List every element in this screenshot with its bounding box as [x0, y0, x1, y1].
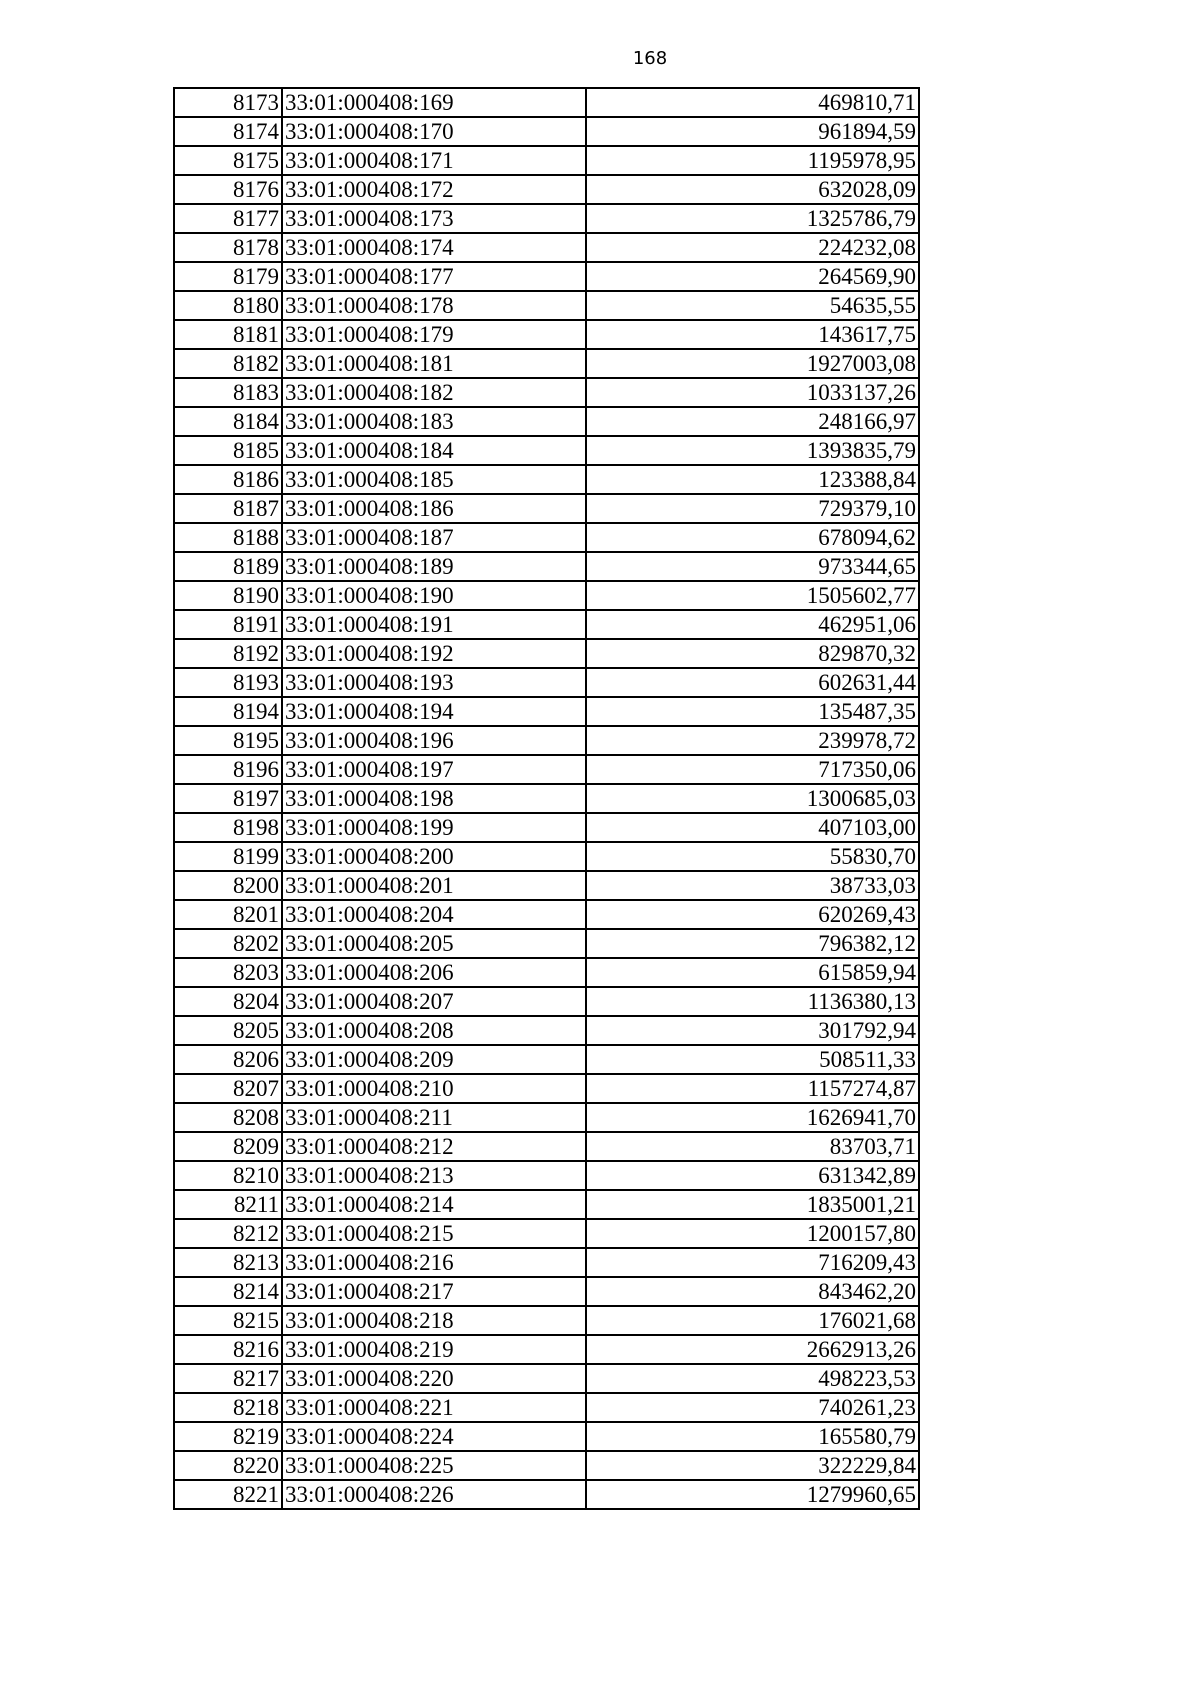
row-number-cell: 8179	[174, 262, 282, 291]
cadastral-number-cell: 33:01:000408:214	[282, 1190, 586, 1219]
value-cell: 54635,55	[586, 291, 919, 320]
value-cell: 248166,97	[586, 407, 919, 436]
value-cell: 301792,94	[586, 1016, 919, 1045]
row-number-cell: 8219	[174, 1422, 282, 1451]
row-number-cell: 8183	[174, 378, 282, 407]
cadastral-number-cell: 33:01:000408:207	[282, 987, 586, 1016]
row-number-cell: 8174	[174, 117, 282, 146]
row-number-cell: 8199	[174, 842, 282, 871]
cadastral-number-cell: 33:01:000408:221	[282, 1393, 586, 1422]
cadastral-number-cell: 33:01:000408:183	[282, 407, 586, 436]
cadastral-number-cell: 33:01:000408:182	[282, 378, 586, 407]
cadastral-number-cell: 33:01:000408:187	[282, 523, 586, 552]
table-row	[174, 1277, 919, 1306]
row-number-cell: 8221	[174, 1480, 282, 1509]
value-cell: 620269,43	[586, 900, 919, 929]
cadastral-number-cell: 33:01:000408:185	[282, 465, 586, 494]
cadastral-number-cell: 33:01:000408:178	[282, 291, 586, 320]
table-row	[174, 1393, 919, 1422]
value-cell: 1393835,79	[586, 436, 919, 465]
cadastral-number-cell: 33:01:000408:171	[282, 146, 586, 175]
row-number-cell: 8208	[174, 1103, 282, 1132]
row-number-cell: 8202	[174, 929, 282, 958]
table-row	[174, 233, 919, 262]
cadastral-number-cell: 33:01:000408:212	[282, 1132, 586, 1161]
value-cell: 729379,10	[586, 494, 919, 523]
row-number-cell: 8200	[174, 871, 282, 900]
table-row	[174, 436, 919, 465]
cadastral-number-cell: 33:01:000408:204	[282, 900, 586, 929]
value-cell: 239978,72	[586, 726, 919, 755]
cadastral-number-cell: 33:01:000408:198	[282, 784, 586, 813]
row-number-cell: 8207	[174, 1074, 282, 1103]
value-cell: 1195978,95	[586, 146, 919, 175]
value-cell: 123388,84	[586, 465, 919, 494]
value-cell: 973344,65	[586, 552, 919, 581]
cadastral-number-cell: 33:01:000408:213	[282, 1161, 586, 1190]
value-cell: 462951,06	[586, 610, 919, 639]
table-row	[174, 1480, 919, 1509]
table-row	[174, 581, 919, 610]
cadastral-number-cell: 33:01:000408:218	[282, 1306, 586, 1335]
row-number-cell: 8186	[174, 465, 282, 494]
value-cell: 224232,08	[586, 233, 919, 262]
row-number-cell: 8196	[174, 755, 282, 784]
row-number-cell: 8201	[174, 900, 282, 929]
table-row	[174, 929, 919, 958]
value-cell: 176021,68	[586, 1306, 919, 1335]
value-cell: 1835001,21	[586, 1190, 919, 1219]
cadastral-number-cell: 33:01:000408:196	[282, 726, 586, 755]
row-number-cell: 8218	[174, 1393, 282, 1422]
value-cell: 602631,44	[586, 668, 919, 697]
value-cell: 83703,71	[586, 1132, 919, 1161]
value-cell: 143617,75	[586, 320, 919, 349]
table-row	[174, 378, 919, 407]
table-row	[174, 1161, 919, 1190]
row-number-cell: 8198	[174, 813, 282, 842]
table-row	[174, 1103, 919, 1132]
row-number-cell: 8197	[174, 784, 282, 813]
table-row	[174, 117, 919, 146]
cadastral-number-cell: 33:01:000408:220	[282, 1364, 586, 1393]
cadastral-number-cell: 33:01:000408:172	[282, 175, 586, 204]
value-cell: 165580,79	[586, 1422, 919, 1451]
table-row	[174, 552, 919, 581]
cadastral-number-cell: 33:01:000408:224	[282, 1422, 586, 1451]
row-number-cell: 8215	[174, 1306, 282, 1335]
cadastral-number-cell: 33:01:000408:179	[282, 320, 586, 349]
cadastral-number-cell: 33:01:000408:189	[282, 552, 586, 581]
value-cell: 843462,20	[586, 1277, 919, 1306]
cadastral-number-cell: 33:01:000408:219	[282, 1335, 586, 1364]
cadastral-number-cell: 33:01:000408:177	[282, 262, 586, 291]
cadastral-number-cell: 33:01:000408:192	[282, 639, 586, 668]
row-number-cell: 8217	[174, 1364, 282, 1393]
row-number-cell: 8180	[174, 291, 282, 320]
table-row	[174, 610, 919, 639]
row-number-cell: 8206	[174, 1045, 282, 1074]
value-cell: 1279960,65	[586, 1480, 919, 1509]
table-row	[174, 1306, 919, 1335]
value-cell: 632028,09	[586, 175, 919, 204]
value-cell: 716209,43	[586, 1248, 919, 1277]
table-row	[174, 726, 919, 755]
cadastral-number-cell: 33:01:000408:173	[282, 204, 586, 233]
table-row	[174, 1219, 919, 1248]
row-number-cell: 8182	[174, 349, 282, 378]
cadastral-number-cell: 33:01:000408:206	[282, 958, 586, 987]
table-row	[174, 842, 919, 871]
cadastral-number-cell: 33:01:000408:186	[282, 494, 586, 523]
row-number-cell: 8190	[174, 581, 282, 610]
table-row	[174, 1451, 919, 1480]
cadastral-number-cell: 33:01:000408:197	[282, 755, 586, 784]
registry-table-body	[174, 88, 919, 1509]
value-cell: 38733,03	[586, 871, 919, 900]
cadastral-number-cell: 33:01:000408:217	[282, 1277, 586, 1306]
cadastral-number-cell: 33:01:000408:226	[282, 1480, 586, 1509]
value-cell: 615859,94	[586, 958, 919, 987]
table-row	[174, 1248, 919, 1277]
value-cell: 1505602,77	[586, 581, 919, 610]
table-row	[174, 987, 919, 1016]
row-number-cell: 8194	[174, 697, 282, 726]
value-cell: 678094,62	[586, 523, 919, 552]
cadastral-number-cell: 33:01:000408:211	[282, 1103, 586, 1132]
table-row	[174, 958, 919, 987]
registry-table	[173, 87, 920, 1510]
row-number-cell: 8216	[174, 1335, 282, 1364]
table-row	[174, 175, 919, 204]
value-cell: 1325786,79	[586, 204, 919, 233]
value-cell: 1927003,08	[586, 349, 919, 378]
row-number-cell: 8188	[174, 523, 282, 552]
page-number: 168	[632, 48, 668, 69]
value-cell: 1300685,03	[586, 784, 919, 813]
cadastral-number-cell: 33:01:000408:199	[282, 813, 586, 842]
table-row	[174, 204, 919, 233]
table-row	[174, 1422, 919, 1451]
value-cell: 1157274,87	[586, 1074, 919, 1103]
table-row	[174, 88, 919, 117]
cadastral-number-cell: 33:01:000408:205	[282, 929, 586, 958]
row-number-cell: 8191	[174, 610, 282, 639]
cadastral-number-cell: 33:01:000408:174	[282, 233, 586, 262]
row-number-cell: 8177	[174, 204, 282, 233]
row-number-cell: 8214	[174, 1277, 282, 1306]
row-number-cell: 8213	[174, 1248, 282, 1277]
value-cell: 1626941,70	[586, 1103, 919, 1132]
cadastral-number-cell: 33:01:000408:193	[282, 668, 586, 697]
value-cell: 740261,23	[586, 1393, 919, 1422]
row-number-cell: 8189	[174, 552, 282, 581]
value-cell: 407103,00	[586, 813, 919, 842]
table-row	[174, 1132, 919, 1161]
cadastral-number-cell: 33:01:000408:215	[282, 1219, 586, 1248]
row-number-cell: 8173	[174, 88, 282, 117]
table-row	[174, 639, 919, 668]
value-cell: 2662913,26	[586, 1335, 919, 1364]
row-number-cell: 8187	[174, 494, 282, 523]
table-row	[174, 1190, 919, 1219]
value-cell: 469810,71	[586, 88, 919, 117]
table-row	[174, 697, 919, 726]
table-row	[174, 291, 919, 320]
cadastral-number-cell: 33:01:000408:191	[282, 610, 586, 639]
row-number-cell: 8220	[174, 1451, 282, 1480]
value-cell: 961894,59	[586, 117, 919, 146]
value-cell: 796382,12	[586, 929, 919, 958]
value-cell: 1033137,26	[586, 378, 919, 407]
row-number-cell: 8181	[174, 320, 282, 349]
row-number-cell: 8184	[174, 407, 282, 436]
table-row	[174, 465, 919, 494]
row-number-cell: 8176	[174, 175, 282, 204]
cadastral-number-cell: 33:01:000408:201	[282, 871, 586, 900]
table-row	[174, 494, 919, 523]
row-number-cell: 8209	[174, 1132, 282, 1161]
table-row	[174, 1074, 919, 1103]
value-cell: 498223,53	[586, 1364, 919, 1393]
table-row	[174, 1016, 919, 1045]
row-number-cell: 8193	[174, 668, 282, 697]
cadastral-number-cell: 33:01:000408:194	[282, 697, 586, 726]
value-cell: 717350,06	[586, 755, 919, 784]
cadastral-number-cell: 33:01:000408:200	[282, 842, 586, 871]
row-number-cell: 8210	[174, 1161, 282, 1190]
cadastral-number-cell: 33:01:000408:169	[282, 88, 586, 117]
value-cell: 55830,70	[586, 842, 919, 871]
table-row	[174, 146, 919, 175]
cadastral-number-cell: 33:01:000408:181	[282, 349, 586, 378]
cadastral-number-cell: 33:01:000408:209	[282, 1045, 586, 1074]
table-row	[174, 871, 919, 900]
table-row	[174, 1364, 919, 1393]
table-row	[174, 900, 919, 929]
table-row	[174, 1045, 919, 1074]
row-number-cell: 8212	[174, 1219, 282, 1248]
value-cell: 135487,35	[586, 697, 919, 726]
table-row	[174, 349, 919, 378]
value-cell: 264569,90	[586, 262, 919, 291]
value-cell: 829870,32	[586, 639, 919, 668]
row-number-cell: 8178	[174, 233, 282, 262]
cadastral-number-cell: 33:01:000408:216	[282, 1248, 586, 1277]
row-number-cell: 8192	[174, 639, 282, 668]
cadastral-number-cell: 33:01:000408:210	[282, 1074, 586, 1103]
table-row	[174, 755, 919, 784]
table-row	[174, 407, 919, 436]
value-cell: 1136380,13	[586, 987, 919, 1016]
value-cell: 631342,89	[586, 1161, 919, 1190]
row-number-cell: 8185	[174, 436, 282, 465]
table-row	[174, 813, 919, 842]
value-cell: 1200157,80	[586, 1219, 919, 1248]
cadastral-number-cell: 33:01:000408:225	[282, 1451, 586, 1480]
row-number-cell: 8211	[174, 1190, 282, 1219]
cadastral-number-cell: 33:01:000408:170	[282, 117, 586, 146]
row-number-cell: 8204	[174, 987, 282, 1016]
table-row	[174, 668, 919, 697]
value-cell: 322229,84	[586, 1451, 919, 1480]
cadastral-number-cell: 33:01:000408:208	[282, 1016, 586, 1045]
row-number-cell: 8195	[174, 726, 282, 755]
row-number-cell: 8203	[174, 958, 282, 987]
table-row	[174, 262, 919, 291]
cadastral-number-cell: 33:01:000408:190	[282, 581, 586, 610]
value-cell: 508511,33	[586, 1045, 919, 1074]
table-row	[174, 523, 919, 552]
table-row	[174, 1335, 919, 1364]
cadastral-number-cell: 33:01:000408:184	[282, 436, 586, 465]
table-row	[174, 784, 919, 813]
row-number-cell: 8175	[174, 146, 282, 175]
table-row	[174, 320, 919, 349]
row-number-cell: 8205	[174, 1016, 282, 1045]
